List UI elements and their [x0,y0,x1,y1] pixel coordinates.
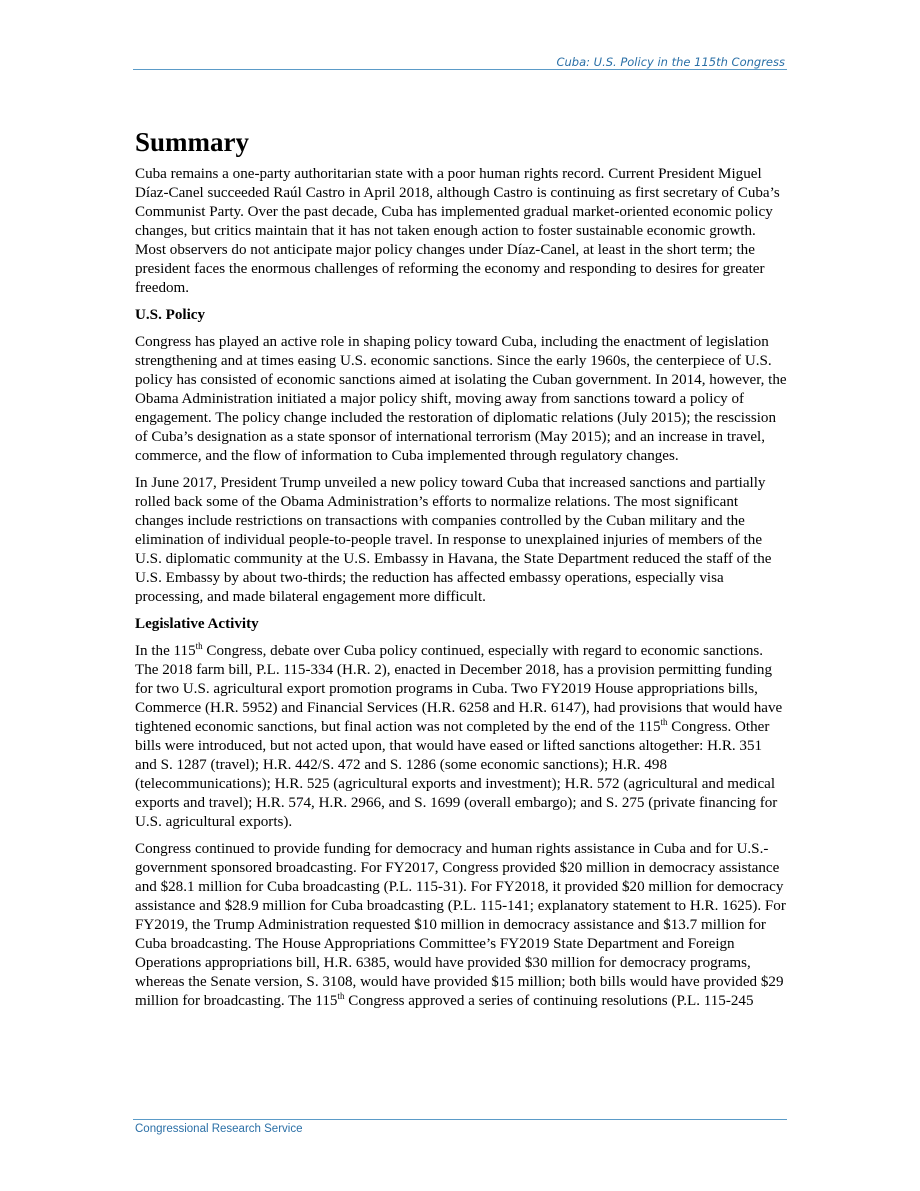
legislative-activity-heading: Legislative Activity [135,616,259,632]
superscript: th [660,717,668,727]
legislative-paragraph-2 [135,840,787,1011]
running-header: Cuba: U.S. Policy in the 115th Congress [556,55,785,69]
text-run: Congress, debate over Cuba policy continued, especially with regard to economic sanctions. The 2018 farm bill, P.L. 115-334 (H.R. 2), enacted in December 2018, has a provision permitting funding for two U.S. agricultural export promotion programs in Cuba. Two FY2019 House appropriations bills, Commerce (H.R. 5952) and Financial Services (H.R. 6258 and H.R. 6147), had provisions that would have tightened economic sanctions, but final action was not completed by the end of the 115 [135,643,783,735]
text-run: Congress continued to provide funding for democracy and human rights assistance in Cuba and for U.S.-government sponsored broadcasting. For FY2017, Congress provided $20 million in democracy assistance and $28.1 million for Cuba broadcasting (P.L. 115-31). For FY2018, it provided $20 million for democracy assistance and $28.9 million for Cuba broadcasting (P.L. 115-141; explanatory statement to H.R. 1625). For FY2019, the Trump Administration requested $10 million in democracy assistance and $13.7 million for Cuba broadcasting. The House Appropriations Committee’s FY2019 State Department and Foreign Operations appropriations bill, H.R. 6385, would have provided $30 million for democracy programs, whereas the Senate version, S. 3108, would have provided $15 million; both bills would have provided $29 million for broadcasting. The 115 [135,841,786,1009]
footer-divider [133,1119,787,1120]
text-run: Congress. Other bills were introduced, but not acted upon, that would have eased or lifted sanctions altogether: H.R. 351 and S. 1287 (travel); H.R. 442/S. 472 and S. 1286 (some economic sanctions); H.R. 498 (telecommunications); H.R. 525 (agricultural exports and investment); H.R. 572 (agricultural and medical exports and travel); H.R. 574, H.R. 2966, and S. 1699 (overall embargo); and S. 275 (private financing for U.S. agricultural exports). [135,719,778,830]
text-run: In the 115 [135,643,196,659]
footer-publisher: Congressional Research Service [135,1123,303,1135]
us-policy-heading: U.S. Policy [135,307,206,323]
section-title: Summary [135,127,249,157]
legislative-paragraph-1 [135,642,787,832]
us-policy-paragraph-2: In June 2017, President Trump unveiled a new policy toward Cuba that increased sanctions and partially rolled back some of the Obama Administration’s efforts to normalize relations. The most significant changes include restrictions on transactions with companies controlled by the Cuban military and the elimination of individual people-to-people travel. In response to unexplained injuries of members of the U.S. diplomatic community at the U.S. Embassy in Havana, the State Department reduced the staff of the U.S. Embassy by about two-thirds; the reduction has affected embassy operations, especially visa processing, and made bilateral engagement more difficult. [135,475,772,605]
header-divider [133,69,787,70]
summary-intro-paragraph: Cuba remains a one-party authoritarian state with a poor human rights record. Current President Miguel Díaz-Canel succeeded Raúl Castro in April 2018, although Castro is continuing as first secretary of Cuba’s Communist Party. Over the past decade, Cuba has implemented gradual market-oriented economic policy changes, but critics maintain that it has not taken enough action to foster sustainable economic growth. Most observers do not anticipate major policy changes under Díaz-Canel, at least in the short term; the president faces the enormous challenges of reforming the economy and responding to desires for greater freedom. [135,166,780,296]
text-run: Congress approved a series of continuing resolutions (P.L. 115-245 [344,993,754,1009]
page-content [135,126,787,1019]
superscript: th [337,991,345,1001]
us-policy-paragraph-1: Congress has played an active role in shaping policy toward Cuba, including the enactment of legislation strengthening and at times easing U.S. economic sanctions. Since the early 1960s, the centerpiece of U.S. policy has consisted of economic sanctions aimed at isolating the Cuban government. In 2014, however, the Obama Administration initiated a major policy shift, moving away from sanctions toward a policy of engagement. The policy change included the restoration of diplomatic relations (July 2015); the rescission of Cuba’s designation as a state sponsor of international terrorism (May 2015); and an increase in travel, commerce, and the flow of information to Cuba implemented through regulatory changes. [135,334,787,464]
superscript: th [195,641,203,651]
